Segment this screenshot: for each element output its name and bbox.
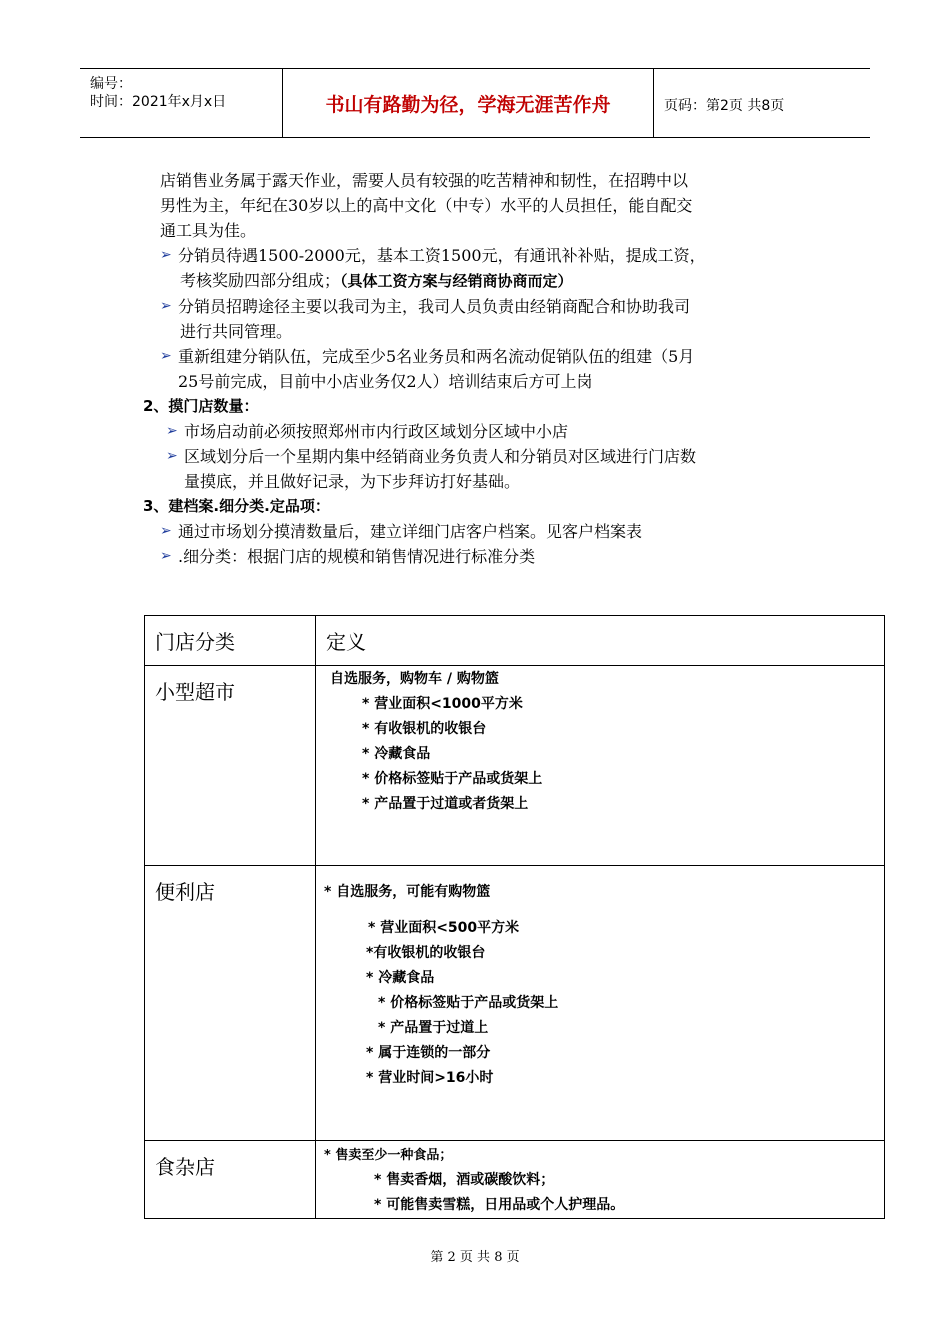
store-classification-table [144,615,885,1219]
definition-line: *有收银机的收银台 [366,945,486,961]
definition-line: * 价格标签贴于产品或货架上 [378,995,559,1011]
store-definition [316,1141,885,1219]
header-page-info: 页码：第2页 共8页 [664,98,785,114]
store-definition [316,866,885,1141]
store-definition [316,666,885,866]
bullet-text: .细分类：根据门店的规模和销售情况进行标准分类 [178,547,536,566]
arrow-bullet-icon: ➢ [166,423,178,439]
bullet-bold-note: （具体工资方案与经销商协商而定） [340,272,573,290]
bullet-text: 重新组建分销队伍，完成至少5名业务员和两名流动促销队伍的组建（5月 [178,347,695,366]
bullet-text: 分销员待遇1500-2000元，基本工资1500元，有通讯补补贴，提成工资， [178,246,706,265]
table-row [145,666,885,866]
definition-line: * 售卖香烟，酒或碳酸饮料； [374,1172,555,1188]
bullet-item [160,519,820,544]
definition-line: 自选服务，购物车 / 购物篮 [330,671,499,687]
definition-line: * 属于连锁的一部分 [366,1045,491,1061]
definition-line: * 产品置于过道上 [378,1020,489,1036]
column-header-definition: 定义 [316,616,885,666]
section-heading: 3、建档案.细分类.定品项： [143,497,330,515]
bullet-text: 考核奖励四部分组成； [180,271,341,290]
definition-line: * 营业时间>16小时 [366,1070,494,1086]
bullet-item [166,419,820,444]
bullet-continuation: 量摸底，并且做好记录，为下步拜访打好基础。 [184,472,521,491]
table-header-row [145,616,885,666]
arrow-bullet-icon: ➢ [160,548,172,564]
bullet-continuation [160,268,820,294]
bullet-continuation: 25号前完成，目前中小店业务仅2人）培训结束后方可上岗 [178,372,593,391]
bullet-item [160,243,820,268]
definition-line: * 产品置于过道或者货架上 [362,796,529,812]
bullet-item [160,544,820,569]
definition-line: * 价格标签贴于产品或货架上 [362,771,543,787]
intro-line: 通工具为佳。 [160,221,257,240]
arrow-bullet-icon: ➢ [160,523,172,539]
table-row [145,1141,885,1219]
arrow-bullet-icon: ➢ [160,298,172,314]
section-heading: 2、摸门店数量： [143,397,259,415]
bullet-text: 市场启动前必须按照郑州市内行政区域划分区域中小店 [184,422,569,441]
definition-line: * 冷藏食品 [366,970,435,986]
page-footer: 第 2 页 共 8 页 [430,1250,520,1265]
bullet-item [160,294,820,319]
table-row [145,866,885,1141]
column-header-category: 门店分类 [145,616,316,666]
bullet-text: 通过市场划分摸清数量后，建立详细门店客户档案。见客户档案表 [178,522,643,541]
definition-line: * 售卖至少一种食品； [324,1148,453,1163]
header-motto: 书山有路勤为径，学海无涯苦作舟 [283,69,654,137]
page-header [80,68,870,138]
store-category: 便利店 [145,866,316,1141]
definition-line: * 营业面积<500平方米 [368,920,520,936]
intro-line: 店销售业务属于露天作业，需要人员有较强的吃苦精神和韧性，在招聘中以 [160,171,689,190]
arrow-bullet-icon: ➢ [166,448,178,464]
store-category: 小型超市 [145,666,316,866]
definition-line: * 营业面积<1000平方米 [362,696,523,712]
bullet-item [166,444,820,469]
document-date-label: 时间：2021年x月x日 [90,94,227,110]
document-number-label: 编号： [90,76,132,92]
bullet-continuation: 进行共同管理。 [180,322,293,341]
bullet-text: 分销员招聘途径主要以我司为主，我司人员负责由经销商配合和协助我司 [178,297,691,316]
intro-line: 男性为主，年纪在30岁以上的高中文化（中专）水平的人员担任，能自配交 [160,196,693,215]
definition-line: * 冷藏食品 [362,746,431,762]
arrow-bullet-icon: ➢ [160,247,172,263]
definition-line: * 可能售卖雪糕，日用品或个人护理品。 [374,1197,625,1213]
bullet-text: 区域划分后一个星期内集中经销商业务负责人和分销员对区域进行门店数 [184,447,697,466]
store-category: 食杂店 [145,1141,316,1219]
arrow-bullet-icon: ➢ [160,348,172,364]
bullet-item [160,344,820,369]
document-body [143,168,820,569]
header-meta-cell [80,69,283,137]
definition-line: * 自选服务，可能有购物篮 [324,884,491,900]
definition-line: * 有收银机的收银台 [362,721,487,737]
